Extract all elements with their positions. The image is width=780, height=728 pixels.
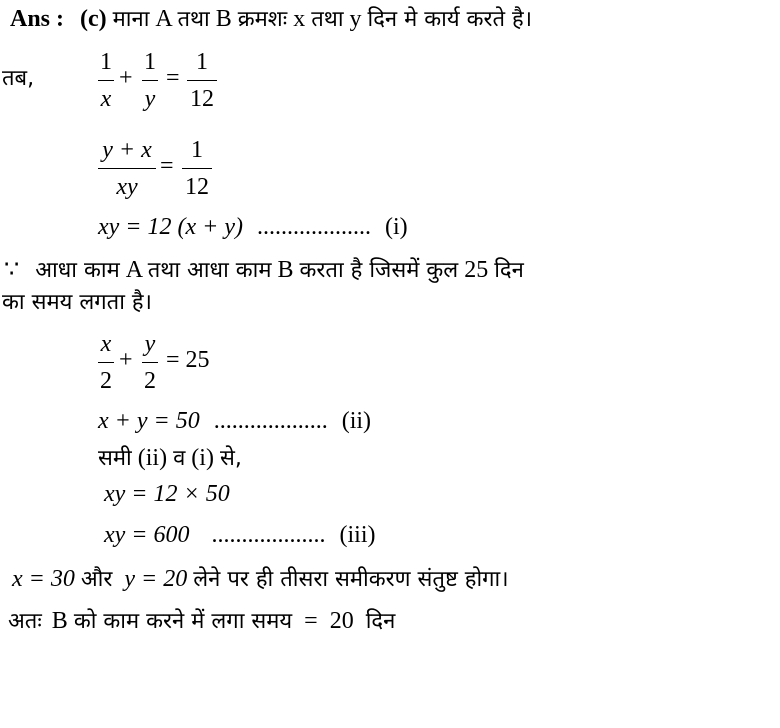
equation-6: [98, 446, 242, 470]
eq1-num-2: 1: [144, 49, 156, 75]
option-label: (c): [80, 6, 107, 32]
eq2-den-2: 12: [185, 174, 209, 200]
header-tatha-1: तथा: [177, 7, 210, 32]
eq1-equals: =: [166, 65, 180, 91]
line10-rest: को काम करने में लगा समय: [73, 609, 293, 634]
eq5-ref: (ii): [341, 408, 372, 434]
line10-val: 20: [329, 608, 354, 634]
header-B: B: [215, 6, 232, 32]
eq6-ii: (ii): [137, 445, 168, 471]
eq1-num-3: 1: [196, 49, 208, 75]
statement-line-1: [4, 258, 524, 282]
atah: अतः: [8, 609, 42, 634]
conclusion-line-2: [8, 609, 395, 633]
answer-header: [10, 7, 532, 31]
eq1-den-3: 12: [190, 86, 214, 112]
line9-rest: लेने पर ही तीसरा समीकरण संतुष्ट होगा।: [193, 567, 509, 592]
eq1-den-2: y: [144, 86, 156, 112]
eq5-text: x + y = 50: [98, 408, 200, 434]
stmt-A: A: [125, 257, 142, 283]
stmt-1a: आधा काम: [35, 258, 120, 283]
stmt-1b: तथा आधा काम: [147, 258, 272, 283]
eq2-num-2: 1: [191, 137, 203, 163]
aur: और: [80, 567, 113, 592]
because-symbol: ∵: [4, 257, 20, 283]
header-x: x: [293, 6, 306, 32]
stmt-1d: दिन: [494, 258, 524, 283]
ans-label: Ans :: [10, 6, 65, 32]
eq8-text: xy = 600: [104, 522, 190, 548]
eq1-den-1: x: [100, 86, 112, 112]
header-tatha-2: तथा: [311, 7, 344, 32]
tab-label: तब,: [2, 66, 35, 91]
eq5-dots: ...................: [213, 408, 328, 434]
stmt-B: B: [277, 257, 294, 283]
eq6-va: व: [173, 446, 186, 471]
eq3-dots: ...................: [256, 214, 371, 240]
eq2-num: y + x: [102, 137, 152, 163]
eq2-equals: =: [160, 153, 174, 179]
conclusion-line-1: [12, 567, 509, 591]
equation-7: xy = 12 × 50: [104, 481, 230, 507]
eq4-rhs: = 25: [166, 347, 210, 373]
eq6-i: (i): [191, 445, 214, 471]
eq8-dots: ...................: [211, 522, 326, 548]
statement-line-2: का समय लगता है।: [2, 290, 152, 315]
eq6-sami: समी: [98, 446, 132, 471]
eq6-se: से,: [219, 446, 242, 471]
eq2-den: xy: [116, 174, 138, 200]
stmt-num: 25: [464, 257, 489, 283]
eq4-den-2: 2: [144, 368, 156, 394]
eq1-num-1: 1: [100, 49, 112, 75]
line10-eq: =: [304, 608, 318, 634]
eq3-ref: (i): [384, 214, 408, 240]
line10-B: B: [51, 608, 68, 634]
header-text-1: माना: [112, 7, 150, 32]
line10-din: दिन: [365, 609, 396, 634]
eq8-ref: (iii): [339, 522, 376, 548]
x-equals-30: x = 30: [12, 566, 75, 592]
eq4-num-2: y: [144, 331, 156, 357]
eq4-num-1: x: [100, 331, 112, 357]
header-kramash: क्रमशः: [237, 7, 288, 32]
eq4-plus: +: [119, 347, 133, 373]
eq3-text: xy = 12 (x + y): [98, 214, 243, 240]
equation-3: [98, 215, 408, 239]
stmt-1c: करता है जिसमें कुल: [299, 258, 459, 283]
equation-8: [104, 523, 376, 547]
eq1-plus: +: [119, 65, 133, 91]
header-A: A: [155, 6, 172, 32]
y-equals-20: y = 20: [124, 566, 188, 592]
equation-5: [98, 409, 371, 433]
header-y: y: [349, 6, 362, 32]
header-rest: दिन मे कार्य करते है।: [367, 7, 533, 32]
eq4-den-1: 2: [100, 368, 112, 394]
